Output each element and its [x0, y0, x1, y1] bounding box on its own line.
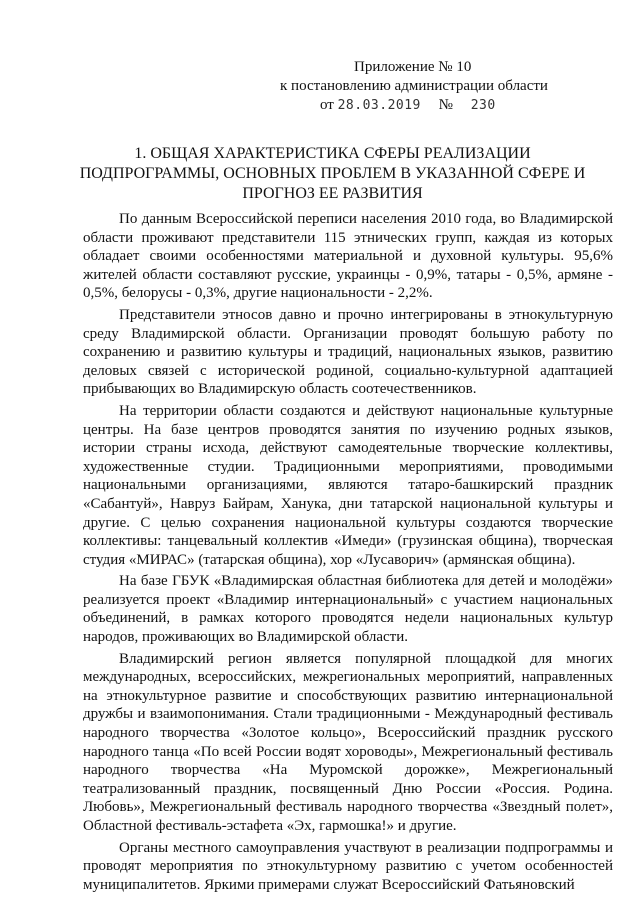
appendix-number: Приложение № 10: [354, 59, 472, 75]
resolution-date: 28.03.2019: [337, 98, 421, 113]
paragraph: По данным Всероссийской переписи населения 2010 года, во Владимирской области проживают представители 115 этнических групп, каждая из которых обладает своими особенностями материальной и духовной культуры. 95,6% жителей области составляют русские, украинцы - 0,9%, татары - 0,5%, армяне - 0,5%, белорусы - 0,3%, другие национальности - 2,2%.: [83, 211, 613, 302]
paragraph: Органы местного самоуправления участвуют в реализации подпрограммы и проводят мероприятия по этнокультурному развитию с учетом особенностей муниципалитетов. Яркими примерами служат Всероссийский Фатьяновский: [83, 839, 613, 893]
resolution-number: 230: [470, 98, 496, 113]
paragraph: На базе ГБУК «Владимирская областная библиотека для детей и молодёжи» реализуется проект «Владимир интернациональный» с участием национальных объединений, в рамках которого проводятся недели национальных культур народов, проживающих во Владимирской области.: [83, 573, 613, 646]
paragraph: Владимирский регион является популярной площадкой для многих международных, всероссийских, межрегиональных мероприятий, направленных на этнокультурное развитие и способствующих развитию интернациональной дружбы и взаимопонимания. Стали традиционными - Международный фестиваль народного творчества «Золотое кольцо», Всероссийский праздник русского народного танца «По всей России водят хороводы», Межрегиональный фестиваль народного творчества «На Муромской дорожке», Межрегиональный театрализованный праздник, посвященный Дню России «Россия. Родина. Любовь», Межрегиональный фестиваль народного творчества «Звездный полет», Областной фестиваль-эстафета «Эх, гармошка!» и другие.: [83, 650, 613, 834]
number-sign: №: [438, 97, 453, 113]
paragraph: Представители этносов давно и прочно интегрированы в этнокультурную среду Владимирской области. Организации проводят большую работу по сохранению и развитию культуры и традиций, национальных языков, развитию деловых связей с исторической родиной, социально-культурной адаптацией прибывающих во Владимирскую область соотечественников.: [83, 306, 613, 398]
paragraph: На территории области создаются и действуют национальные культурные центры. На базе центров проводятся занятия по изучению родных языков, истории страны исхода, действуют самодеятельные творческие коллективы, художественные студии. Традиционными мероприятиями, проводимыми национальными организациями, являются татаро-башкирский праздник «Сабантуй», Навруз Байрам, Ханука, дни татарской национальной культуры и другие. С целью сохранения национальной культуры создаются творческие коллективы: танцевальный коллектив «Имеди» (грузинская община), творческая студия «МИРАС» (татарская община), хор «Лусаворич» (армянская община).: [83, 402, 613, 568]
appendix-header: [280, 58, 580, 115]
section-title: 1. ОБЩАЯ ХАРАКТЕРИСТИКА СФЕРЫ РЕАЛИЗАЦИИ ПОДПРОГРАММЫ, ОСНОВНЫХ ПРОБЛЕМ В УКАЗАННОЙ СФЕРЕ И ПРОГНОЗ ЕЕ РАЗВИТИЯ: [79, 145, 586, 202]
resolution-reference: к постановлению администрации области: [280, 78, 548, 94]
resolution-date-line: [280, 96, 580, 115]
date-prefix: от: [320, 97, 334, 113]
body-text: [83, 210, 613, 897]
